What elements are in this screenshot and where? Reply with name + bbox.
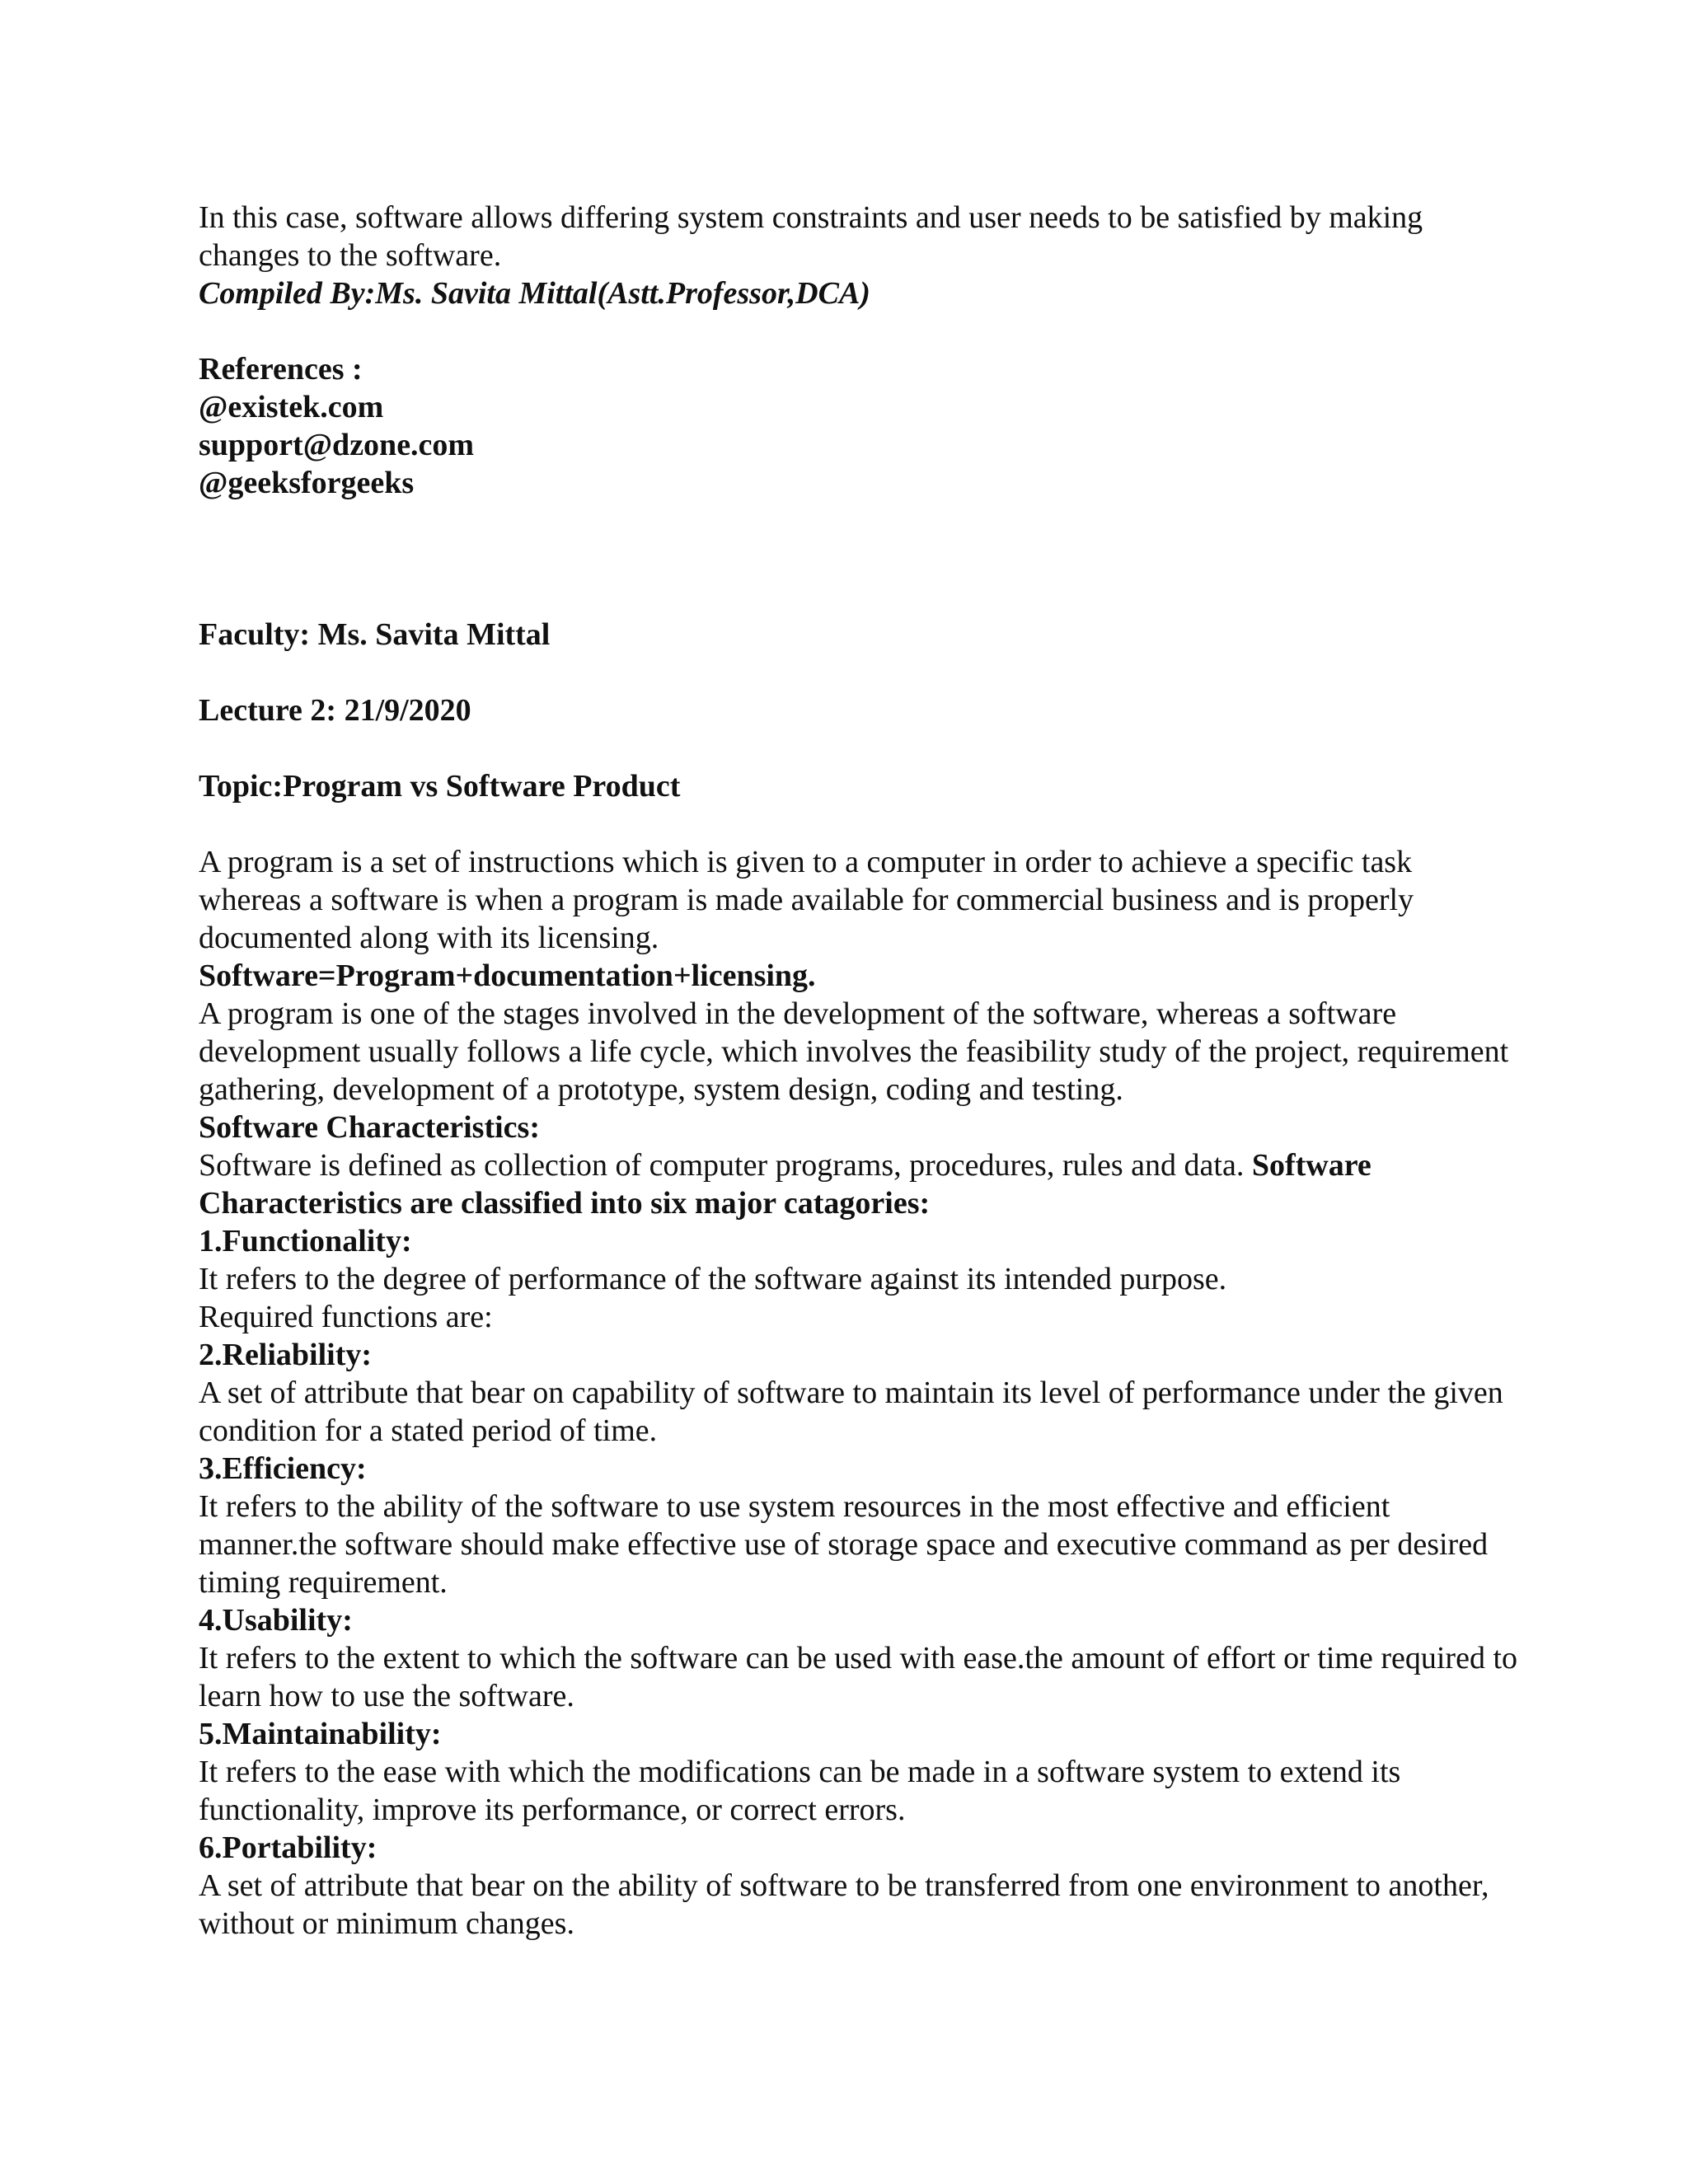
characteristic-text: Required functions are:: [199, 1300, 493, 1334]
characteristic-text: A set of attribute that bear on the ability of software to be transferred from one environment to another, without or minimum changes.: [199, 1868, 1489, 1941]
characteristic-title-portability: 6.Portability:: [199, 1830, 377, 1865]
reference-item: @existek.com: [199, 390, 384, 424]
program-stages-paragraph: A program is one of the stages involved in the development of the software, whereas a software development usually follows a life cycle, which involves the feasibility study of the project, requirement gathering, development of a prototype, system design, coding and testing.: [199, 996, 1509, 1107]
characteristic-text: It refers to the degree of performance of the software against its intended purpose.: [199, 1262, 1227, 1296]
program-definition-paragraph: A program is a set of instructions which is given to a computer in order to achieve a specific task whereas a software is when a program is made available for commercial business and is properly documented along with its licensing.: [199, 845, 1414, 955]
lecture-line: Lecture 2: 21/9/2020: [199, 693, 471, 728]
characteristics-definition-text: Software is defined as collection of computer programs, procedures, rules and data.: [199, 1148, 1245, 1183]
document-content: [199, 199, 1517, 1943]
software-formula: Software=Program+documentation+licensing.: [199, 958, 816, 993]
characteristic-title-maintainability: 5.Maintainability:: [199, 1717, 442, 1751]
characteristic-title-efficiency: 3.Efficiency:: [199, 1451, 367, 1486]
characteristic-title-reliability: 2.Reliability:: [199, 1338, 373, 1372]
compiled-by-line: Compiled By:Ms. Savita Mittal(Astt.Professor,DCA): [199, 276, 870, 311]
characteristic-title-functionality: 1.Functionality:: [199, 1224, 412, 1258]
characteristic-text: It refers to the ability of the software to use system resources in the most effective and efficient manner.the software should make effective use of storage space and executive command as per desired timing requirement.: [199, 1489, 1489, 1600]
references-title: References :: [199, 352, 363, 387]
topic-line: Topic:Program vs Software Product: [199, 769, 681, 804]
reference-item: @geeksforgeeks: [199, 466, 415, 500]
reference-item: support@dzone.com: [199, 428, 475, 462]
characteristics-classified-text: Software Characteristics are classified into six major catagories:: [199, 1148, 1372, 1221]
intro-paragraph: In this case, software allows differing system constraints and user needs to be satisfied by making changes to the software.: [199, 200, 1423, 273]
characteristic-text: It refers to the extent to which the software can be used with ease.the amount of effort or time required to learn how to use the software.: [199, 1641, 1518, 1713]
characteristic-title-usability: 4.Usability:: [199, 1603, 353, 1638]
characteristics-heading: Software Characteristics:: [199, 1110, 540, 1145]
characteristics-definition: [199, 1146, 1517, 1222]
characteristic-text: A set of attribute that bear on capability of software to maintain its level of performance under the given condition for a stated period of time.: [199, 1376, 1503, 1448]
characteristic-text: It refers to the ease with which the modifications can be made in a software system to extend its functionality, improve its performance, or correct errors.: [199, 1755, 1401, 1827]
faculty-line: Faculty: Ms. Savita Mittal: [199, 617, 551, 652]
